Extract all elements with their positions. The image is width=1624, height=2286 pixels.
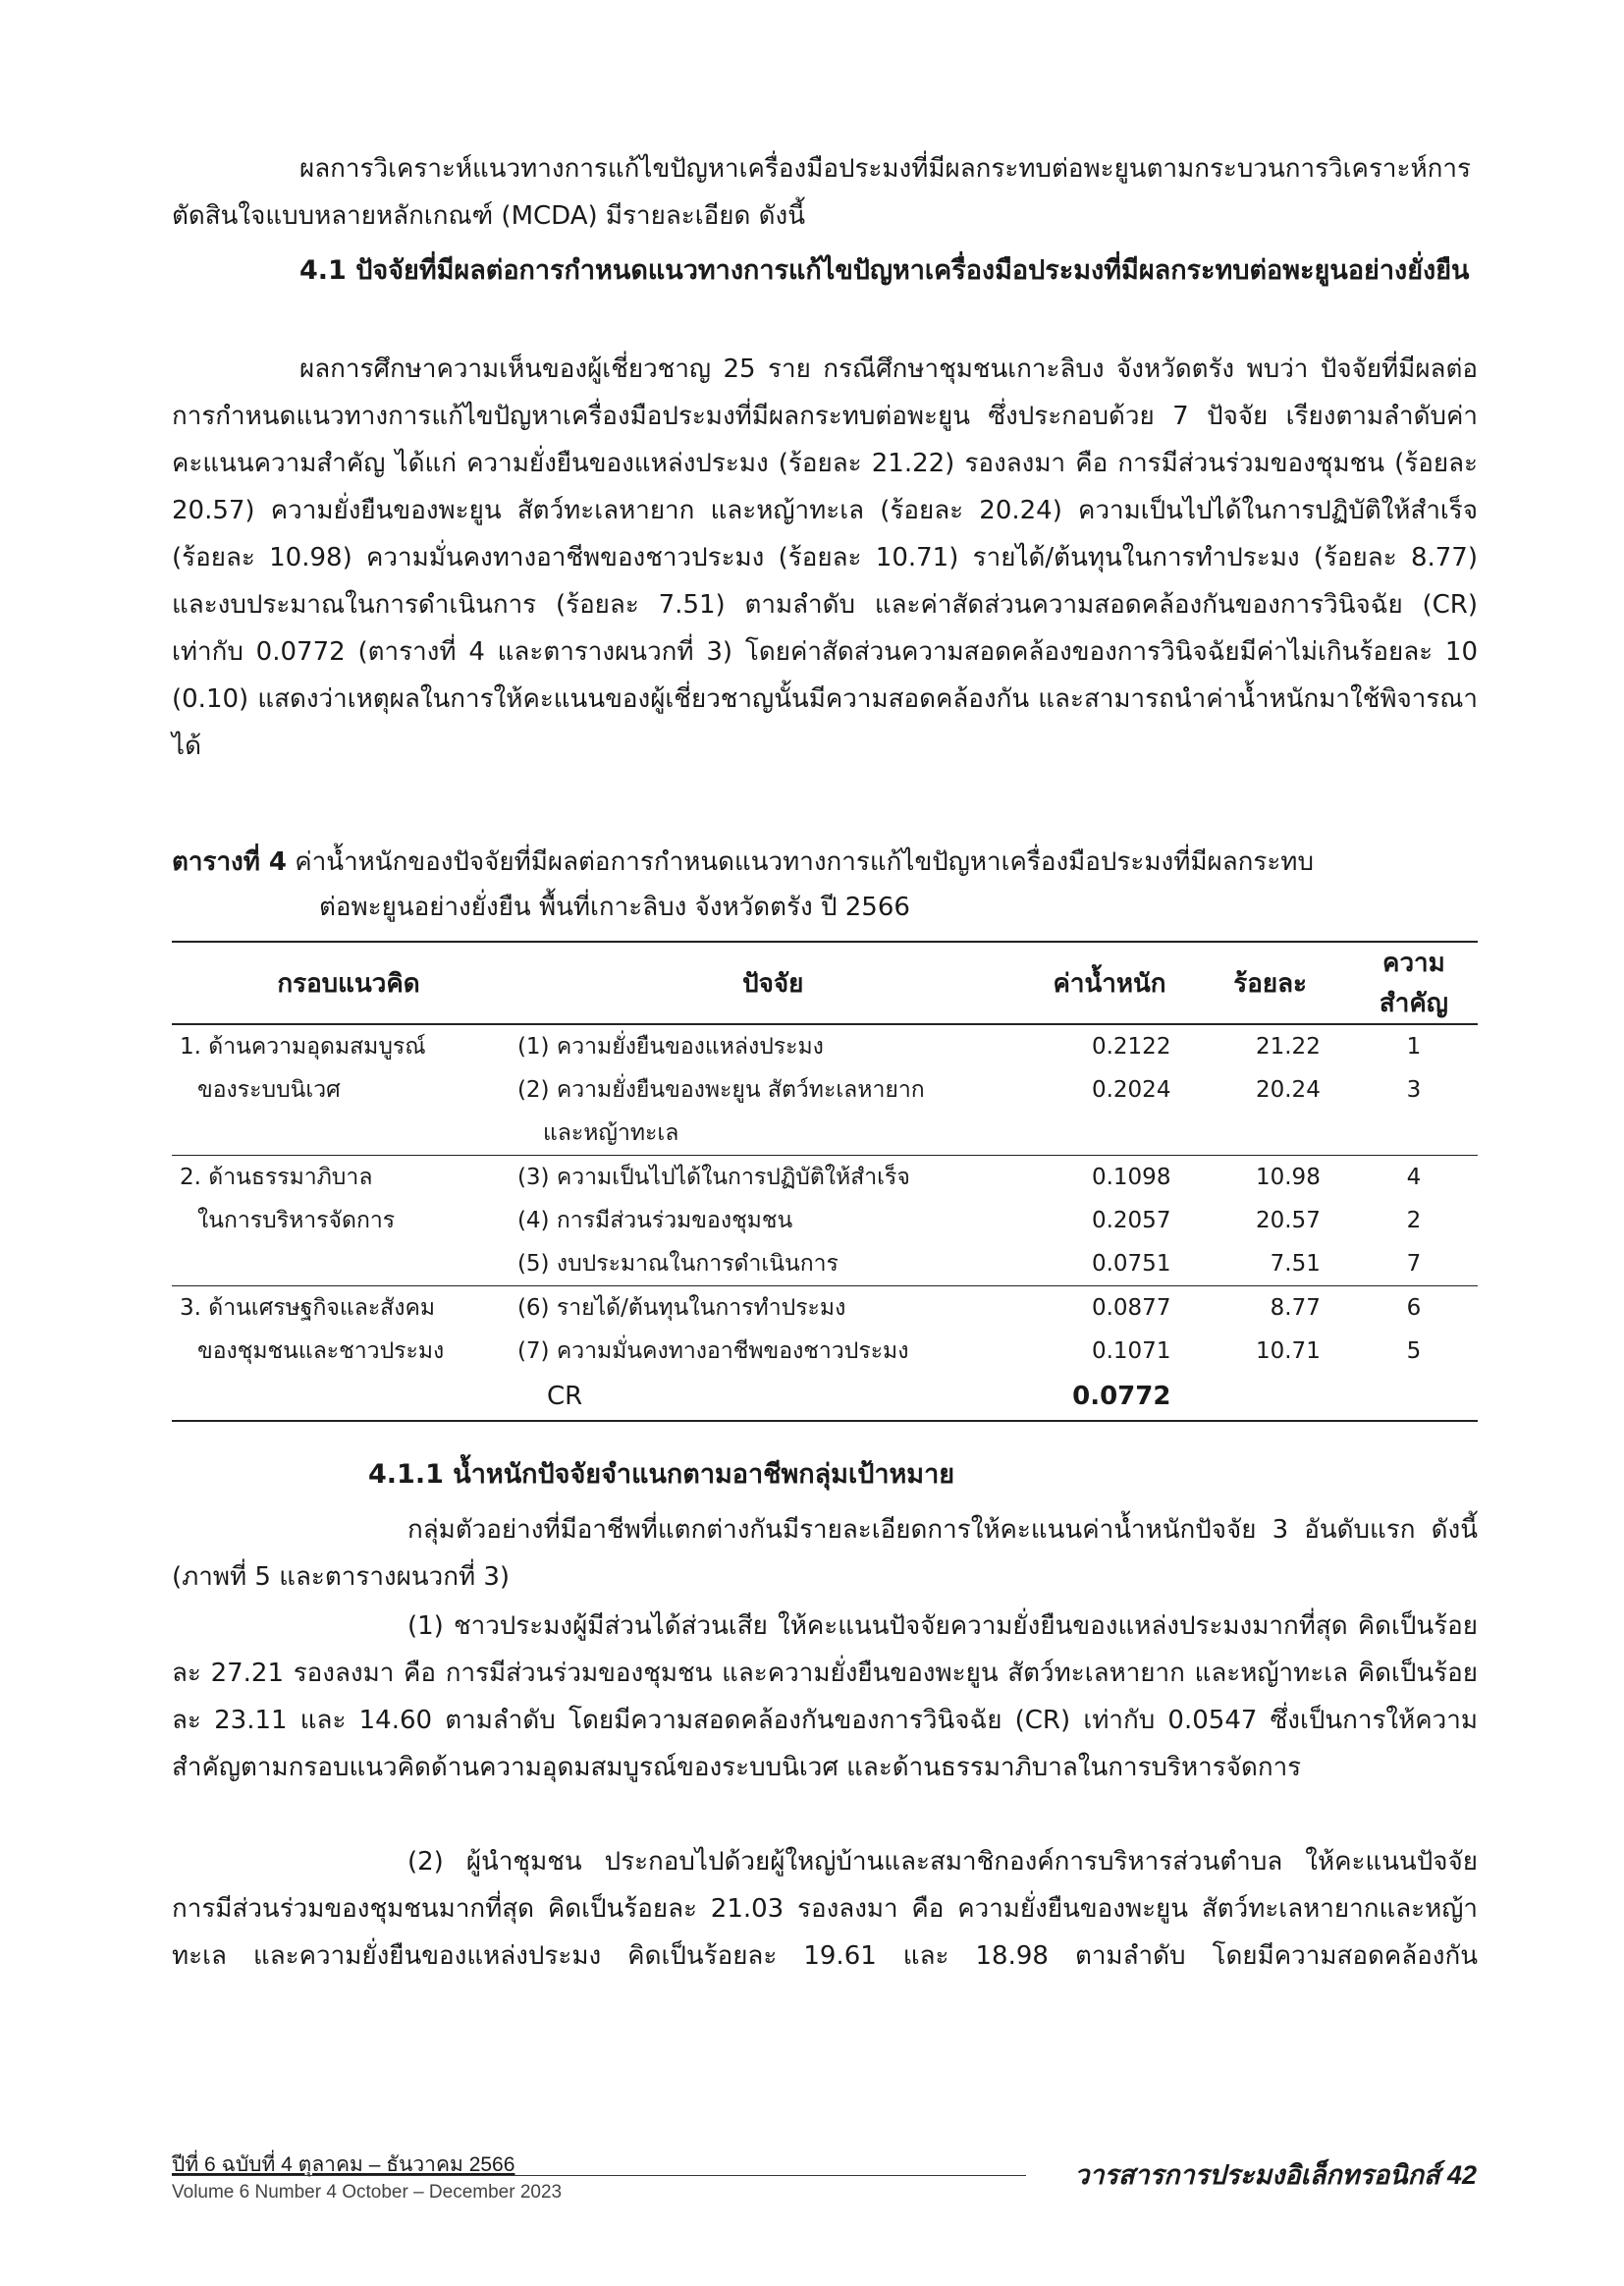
cell-factor: และหญ้าทะเล (517, 1112, 1029, 1156)
cell-weight: 0.2057 (1091, 1208, 1171, 1233)
intro-paragraph: ผลการวิเคราะห์แนวทางการแก้ไขปัญหาเครื่องมือประมงที่มีผลกระทบต่อพะยูนตามกระบวนการวิเคราะห์การตัดสินใจแบบหลายหลักเกณฑ์ (MCDA) มีรายละเอียด ดังนี้ (172, 154, 1471, 231)
table-cr-row (172, 1373, 1478, 1421)
cell-framework: 3. ด้านเศรษฐกิจและสังคม (180, 1295, 435, 1321)
table-header-row (172, 942, 1478, 1024)
table-row (172, 1330, 1478, 1373)
cell-percent: 21.22 (1255, 1034, 1321, 1060)
cell-weight (1029, 1112, 1191, 1156)
cell-framework: ของชุมชนและชาวประมง (197, 1338, 445, 1364)
cell-factor: (6) รายได้/ต้นทุนในการทำประมง (516, 1295, 846, 1321)
header-weight: ค่าน้ำหนัก (1029, 942, 1191, 1024)
cell-factor: (3) ความเป็นไปได้ในการปฏิบัติให้สำเร็จ (516, 1165, 910, 1190)
footer-rule (172, 2175, 1026, 2176)
cell-factor: (5) งบประมาณในการดำเนินการ (517, 1242, 1029, 1286)
cell-factor: (1) ความยั่งยืนของแหล่งประมง (516, 1034, 824, 1060)
footer-issue-english: Volume 6 Number 4 October – December 2023 (172, 2182, 563, 2203)
cell-percent: 10.98 (1255, 1165, 1321, 1190)
cell-framework: ของระบบนิเวศ (197, 1077, 341, 1103)
cell-framework (172, 1242, 517, 1286)
cell-rank: 7 (1350, 1242, 1478, 1286)
table-row (172, 1112, 1478, 1156)
cell-percent: 20.57 (1255, 1208, 1321, 1233)
cell-framework (172, 1112, 517, 1156)
table-4-caption (172, 840, 1478, 930)
cell-factor: (2) ความยั่งยืนของพะยูน สัตว์ทะเลหายาก (516, 1077, 925, 1103)
table-row (172, 1024, 1478, 1068)
header-factor: ปัจจัย (517, 942, 1029, 1024)
table-4 (172, 941, 1478, 1422)
section-4-1-1-intro: กลุ่มตัวอย่างที่มีอาชีพที่แตกต่างกันมีรายละเอียดการให้คะแนนค่าน้ำหนักปัจจัย 3 อันดับแรก ดังนี้ (ภาพที่ 5 และตารางผนวกที่ 3) (172, 1515, 1478, 1592)
table-row (172, 1068, 1478, 1112)
cell-weight: 0.0877 (1091, 1295, 1171, 1321)
cell-factor: (7) ความมั่นคงทางอาชีพของชาวประมง (516, 1338, 909, 1364)
cell-percent: 20.24 (1255, 1077, 1321, 1103)
footer-journal-title: วารสารการประมงอิเล็กทรอนิกส์ 42 (1074, 2160, 1477, 2190)
table-row (172, 1242, 1478, 1286)
header-rank: ความสำคัญ (1350, 942, 1478, 1024)
cr-value: 0.0772 (1029, 1373, 1191, 1421)
cell-percent: 7.51 (1190, 1242, 1349, 1286)
section-4-1-heading: 4.1 ปัจจัยที่มีผลต่อการกำหนดแนวทางการแก้ไขปัญหาเครื่องมือประมงที่มีผลกระทบต่อพะยูนอย่างยั่งยืน (299, 255, 1470, 286)
cell-percent: 8.77 (1270, 1295, 1321, 1321)
item-2-paragraph: (2) ผู้นำชุมชน ประกอบไปด้วยผู้ใหญ่บ้านและสมาชิกองค์การบริหารส่วนตำบล ให้คะแนนปัจจัยการมีส่วนร่วมของชุมชนมากที่สุด คิดเป็นร้อยละ 21.03 รองลงมา คือ ความยั่งยืนของพะยูน สัตว์ทะเลหายากและหญ้าทะเล และความยั่งยืนของแหล่งประมง คิดเป็นร้อยละ 19.61 และ 18.98 ตามลำดับ โดยมีความสอดคล้องกัน (172, 1847, 1478, 1971)
cell-weight: 0.2122 (1091, 1034, 1171, 1060)
cell-rank: 5 (1406, 1338, 1422, 1364)
header-percent: ร้อยละ (1190, 942, 1349, 1024)
cell-rank: 1 (1406, 1034, 1422, 1060)
header-framework: กรอบแนวคิด (172, 942, 517, 1024)
table-row (172, 1286, 1478, 1331)
table-row (172, 1199, 1478, 1242)
table-row (172, 1156, 1478, 1200)
footer-issue-thai: ปีที่ 6 ฉบับที่ 4 ตุลาคม – ธันวาคม 2566 (172, 2153, 515, 2176)
cell-framework: 2. ด้านธรรมาภิบาล (180, 1165, 373, 1190)
cell-weight: 0.2024 (1091, 1077, 1171, 1103)
cell-framework: ในการบริหารจัดการ (197, 1208, 396, 1233)
item-1-paragraph: (1) ชาวประมงผู้มีส่วนได้ส่วนเสีย ให้คะแนนปัจจัยความยั่งยืนของแหล่งประมงมากที่สุด คิดเป็นร้อยละ 27.21 รองลงมา คือ การมีส่วนร่วมของชุมชน และความยั่งยืนของพะยูน สัตว์ทะเลหายาก และหญ้าทะเล คิดเป็นร้อยละ 23.11 และ 14.60 ตามลำดับ โดยมีความสอดคล้องกันของการวินิจฉัย (CR) เท่ากับ 0.0547 ซึ่งเป็นการให้ความสำคัญตามกรอบแนวคิดด้านความอุดมสมบูรณ์ของระบบนิเวศ และด้านธรรมาภิบาลในการบริหารจัดการ (172, 1611, 1478, 1782)
cell-rank: 2 (1406, 1208, 1422, 1233)
cell-factor: (4) การมีส่วนร่วมของชุมชน (516, 1208, 793, 1233)
table-4-label: ตารางที่ 4 (172, 847, 288, 877)
cell-rank: 6 (1406, 1295, 1422, 1321)
cell-weight: 0.1071 (1091, 1338, 1171, 1364)
section-4-1-1-heading: 4.1.1 น้ำหนักปัจจัยจำแนกตามอาชีพกลุ่มเป้าหมาย (368, 1459, 955, 1490)
cell-framework: 1. ด้านความอุดมสมบูรณ์ (180, 1034, 426, 1060)
cell-rank (1350, 1112, 1478, 1156)
table-4-caption-line2: ต่อพะยูนอย่างยั่งยืน พื้นที่เกาะลิบง จังหวัดตรัง ปี 2566 (319, 893, 910, 922)
cell-percent (1190, 1112, 1349, 1156)
cr-label: CR (517, 1373, 1029, 1421)
cell-weight: 0.0751 (1029, 1242, 1191, 1286)
cell-percent: 10.71 (1255, 1338, 1321, 1364)
section-4-1-body: ผลการศึกษาความเห็นของผู้เชี่ยวชาญ 25 ราย กรณีศึกษาชุมชนเกาะลิบง จังหวัดตรัง พบว่า ปัจจัยที่มีผลต่อการกำหนดแนวทางการแก้ไขปัญหาเครื่องมือประมงที่มีผลกระทบต่อพะยูน ซึ่งประกอบด้วย 7 ปัจจัย เรียงตามลำดับค่าคะแนนความสำคัญ ได้แก่ ความยั่งยืนของแหล่งประมง (ร้อยละ 21.22) รองลงมา คือ การมีส่วนร่วมของชุมชน (ร้อยละ 20.57) ความยั่งยืนของพะยูน สัตว์ทะเลหายาก และหญ้าทะเล (ร้อยละ 20.24) ความเป็นไปได้ในการปฏิบัติให้สำเร็จ (ร้อยละ 10.98) ความมั่นคงทางอาชีพของชาวประมง (ร้อยละ 10.71) รายได้/ต้นทุนในการทำประมง (ร้อยละ 8.77) และงบประมาณในการดำเนินการ (ร้อยละ 7.51) ตามลำดับ และค่าสัดส่วนความสอดคล้องกันของการวินิจฉัย (CR) เท่ากับ 0.0772 (ตารางที่ 4 และตารางผนวกที่ 3) โดยค่าสัดส่วนความสอดคล้องของการวินิจฉัยมีค่าไม่เกินร้อยละ 10 (0.10) แสดงว่าเหตุผลในการให้คะแนนของผู้เชี่ยวชาญนั้นมีความสอดคล้องกัน และสามารถนำค่าน้ำหนักมาใช้พิจารณาได้ (172, 354, 1478, 761)
cell-rank: 4 (1406, 1165, 1422, 1190)
table-4-caption-line1: ค่าน้ำหนักของปัจจัยที่มีผลต่อการกำหนดแนวทางการแก้ไขปัญหาเครื่องมือประมงที่มีผลกระทบ (295, 847, 1314, 877)
cell-rank: 3 (1406, 1077, 1422, 1103)
cell-weight: 0.1098 (1091, 1165, 1171, 1190)
